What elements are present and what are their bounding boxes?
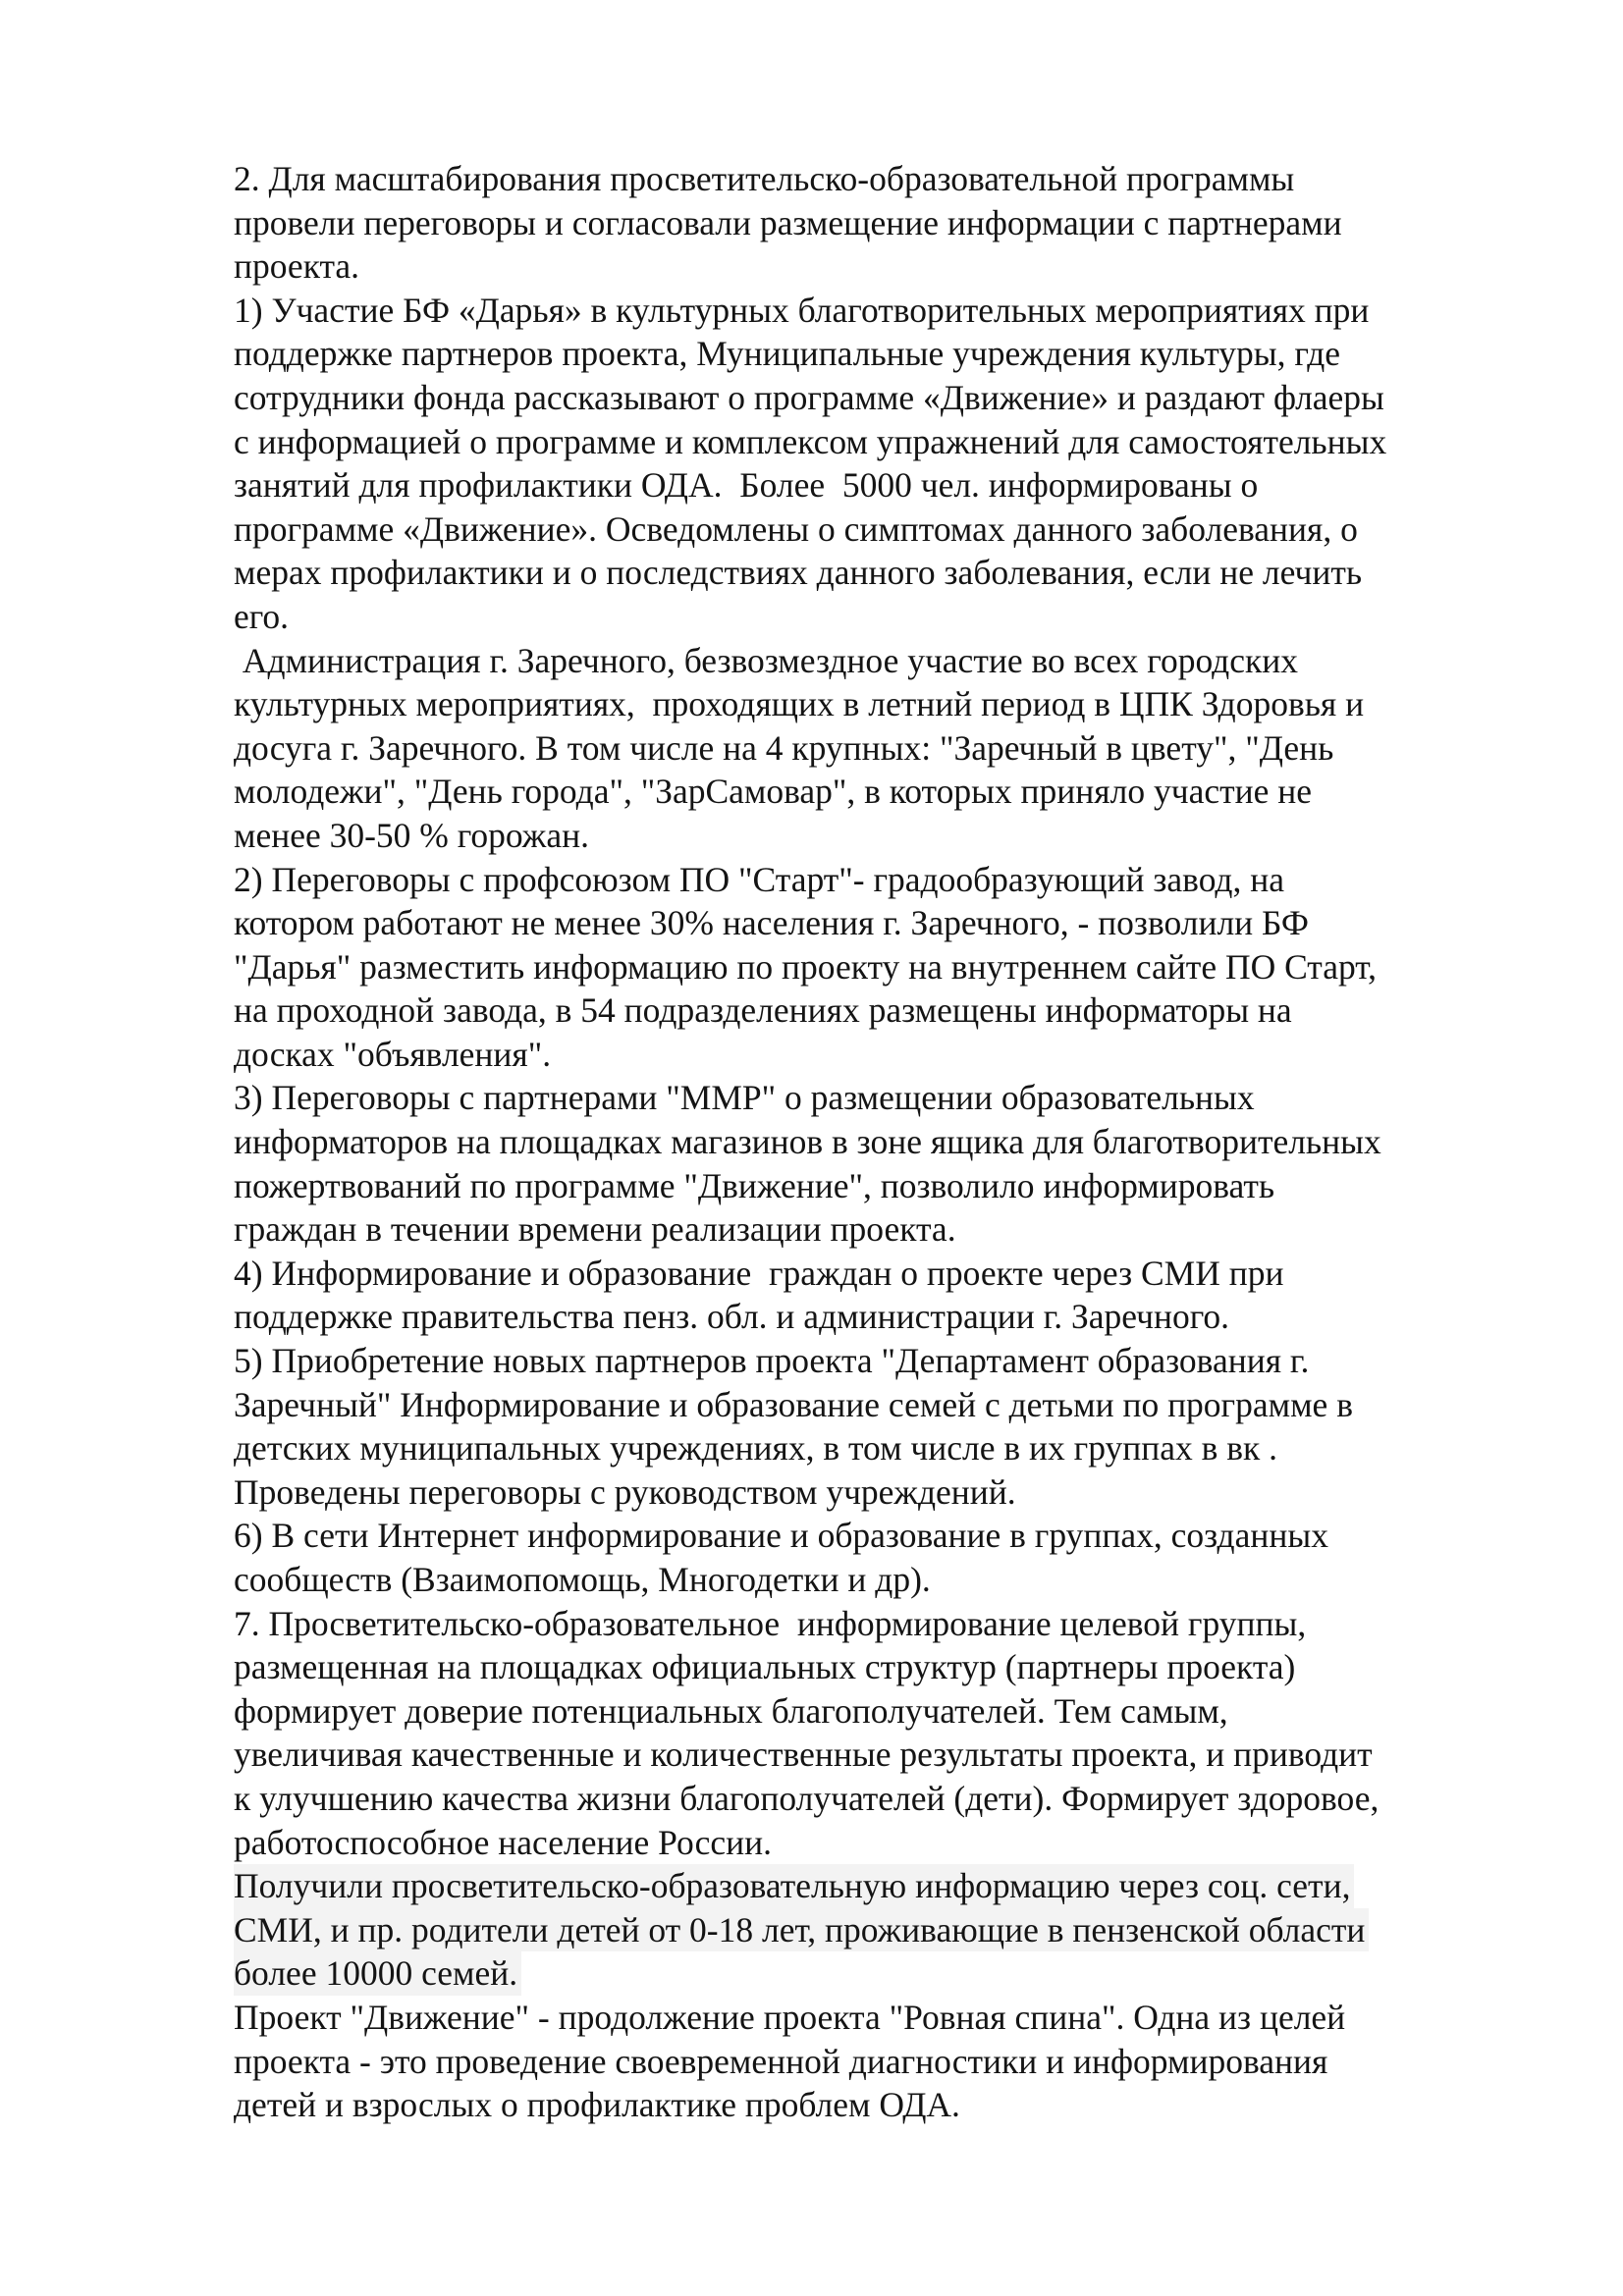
text-line: к улучшению качества жизни благополучателей (дети). Формирует здоровое,	[234, 1778, 1380, 1818]
text-line: проекта - это проведение своевременной диагностики и информирования	[234, 2041, 1328, 2081]
text-line: 5) Приобретение новых партнеров проекта "Департамент образования г.	[234, 1341, 1310, 1381]
text-line: 1) Участие БФ «Дарья» в культурных благотворительных мероприятиях при	[234, 290, 1370, 330]
text-line: детей и взрослых о профилактике проблем ОДА.	[234, 2085, 960, 2125]
text-line: на проходной завода, в 54 подразделениях размещены информаторы на	[234, 990, 1292, 1031]
highlighted-line	[234, 1908, 1549, 1952]
highlighted-line	[234, 1864, 1549, 1908]
text-line: поддержке партнеров проекта, Муниципальные учреждения культуры, где	[234, 334, 1341, 374]
text-line: граждан в течении времени реализации проекта.	[234, 1209, 956, 1250]
text-line: 6) В сети Интернет информирование и образование в группах, созданных	[234, 1516, 1328, 1556]
text-line: 2. Для масштабирования просветительско-образовательной программы	[234, 159, 1295, 198]
text-line: проекта.	[234, 246, 360, 287]
text-line: котором работают не менее 30% населения г. Заречного, - позволили БФ	[234, 903, 1309, 943]
text-line: "Дарья" разместить информацию по проекту на внутреннем сайте ПО Старт,	[234, 946, 1378, 987]
text-line: поддержке правительства пенз. обл. и администрации г. Заречного.	[234, 1297, 1230, 1337]
text-line: 7. Просветительско-образовательное информирование целевой группы,	[234, 1603, 1307, 1643]
text-line: информаторов на площадках магазинов в зоне ящика для благотворительных	[234, 1122, 1381, 1162]
text-line: 4) Информирование и образование граждан о проекте через СМИ при	[234, 1253, 1284, 1293]
text-line: пожертвований по программе "Движение", позволило информировать	[234, 1165, 1275, 1205]
text-line: Проведены переговоры с руководством учреждений.	[234, 1471, 1016, 1512]
text-line: размещенная на площадках официальных структур (партнеры проекта)	[234, 1647, 1296, 1687]
text-line: провели переговоры и согласовали размещение информации с партнерами	[234, 202, 1342, 242]
text-line: занятий для профилактики ОДА. Более 5000 чел. информированы о	[234, 465, 1259, 506]
main-text	[234, 157, 1549, 1864]
text-line: увеличивая качественные и количественные результаты проекта, и приводит	[234, 1735, 1373, 1775]
highlighted-text: Получили просветительско-образовательную информацию через соц. сети,	[234, 1864, 1354, 1908]
text-line: программе «Движение». Осведомлены о симптомах данного заболевания, о	[234, 508, 1358, 549]
closing-paragraph	[234, 1996, 1549, 2127]
highlighted-line	[234, 1951, 1549, 1996]
text-line: работоспособное население России.	[234, 1822, 772, 1862]
text-line: Администрация г. Заречного, безвозмездное участие во всех городских	[234, 640, 1298, 680]
text-line: его.	[234, 596, 290, 636]
text-line: 3) Переговоры с партнерами "ММР" о размещении образовательных	[234, 1078, 1255, 1118]
highlighted-text: более 10000 семей.	[234, 1951, 521, 1996]
text-line: досках "объявления".	[234, 1034, 552, 1074]
text-line: детских муниципальных учреждениях, в том числе в их группах в вк .	[234, 1428, 1278, 1468]
text-line: молодежи", "День города", "ЗарСамовар", в которых приняло участие не	[234, 772, 1312, 812]
text-line: Проект "Движение" - продолжение проекта "Ровная спина". Одна из целей	[234, 1997, 1346, 2037]
text-line: менее 30-50 % горожан.	[234, 815, 589, 855]
text-line: формирует доверие потенциальных благополучателей. Тем самым,	[234, 1690, 1228, 1731]
text-line: сотрудники фонда рассказывают о программе «Движение» и раздают флаеры	[234, 377, 1384, 417]
text-line: Заречный" Информирование и образование семей с детьми по программе в	[234, 1384, 1353, 1424]
text-line: досуга г. Заречного. В том числе на 4 крупных: "Заречный в цвету", "День	[234, 727, 1334, 768]
text-line: с информацией о программе и комплексом упражнений для самостоятельных	[234, 421, 1387, 461]
text-line: 2) Переговоры с профсоюзом ПО "Старт"- градообразующий завод, на	[234, 859, 1284, 899]
text-line: мерах профилактики и о последствиях данного заболевания, если не лечить	[234, 553, 1363, 593]
highlighted-paragraph	[234, 1864, 1549, 1996]
text-line: сообществ (Взаимопомощь, Многодетки и др).	[234, 1560, 931, 1599]
text-line: культурных мероприятиях, проходящих в летний период в ЦПК Здоровья и	[234, 684, 1365, 724]
document-page	[234, 157, 1549, 2127]
highlighted-text: СМИ, и пр. родители детей от 0-18 лет, проживающие в пензенской области	[234, 1908, 1369, 1952]
